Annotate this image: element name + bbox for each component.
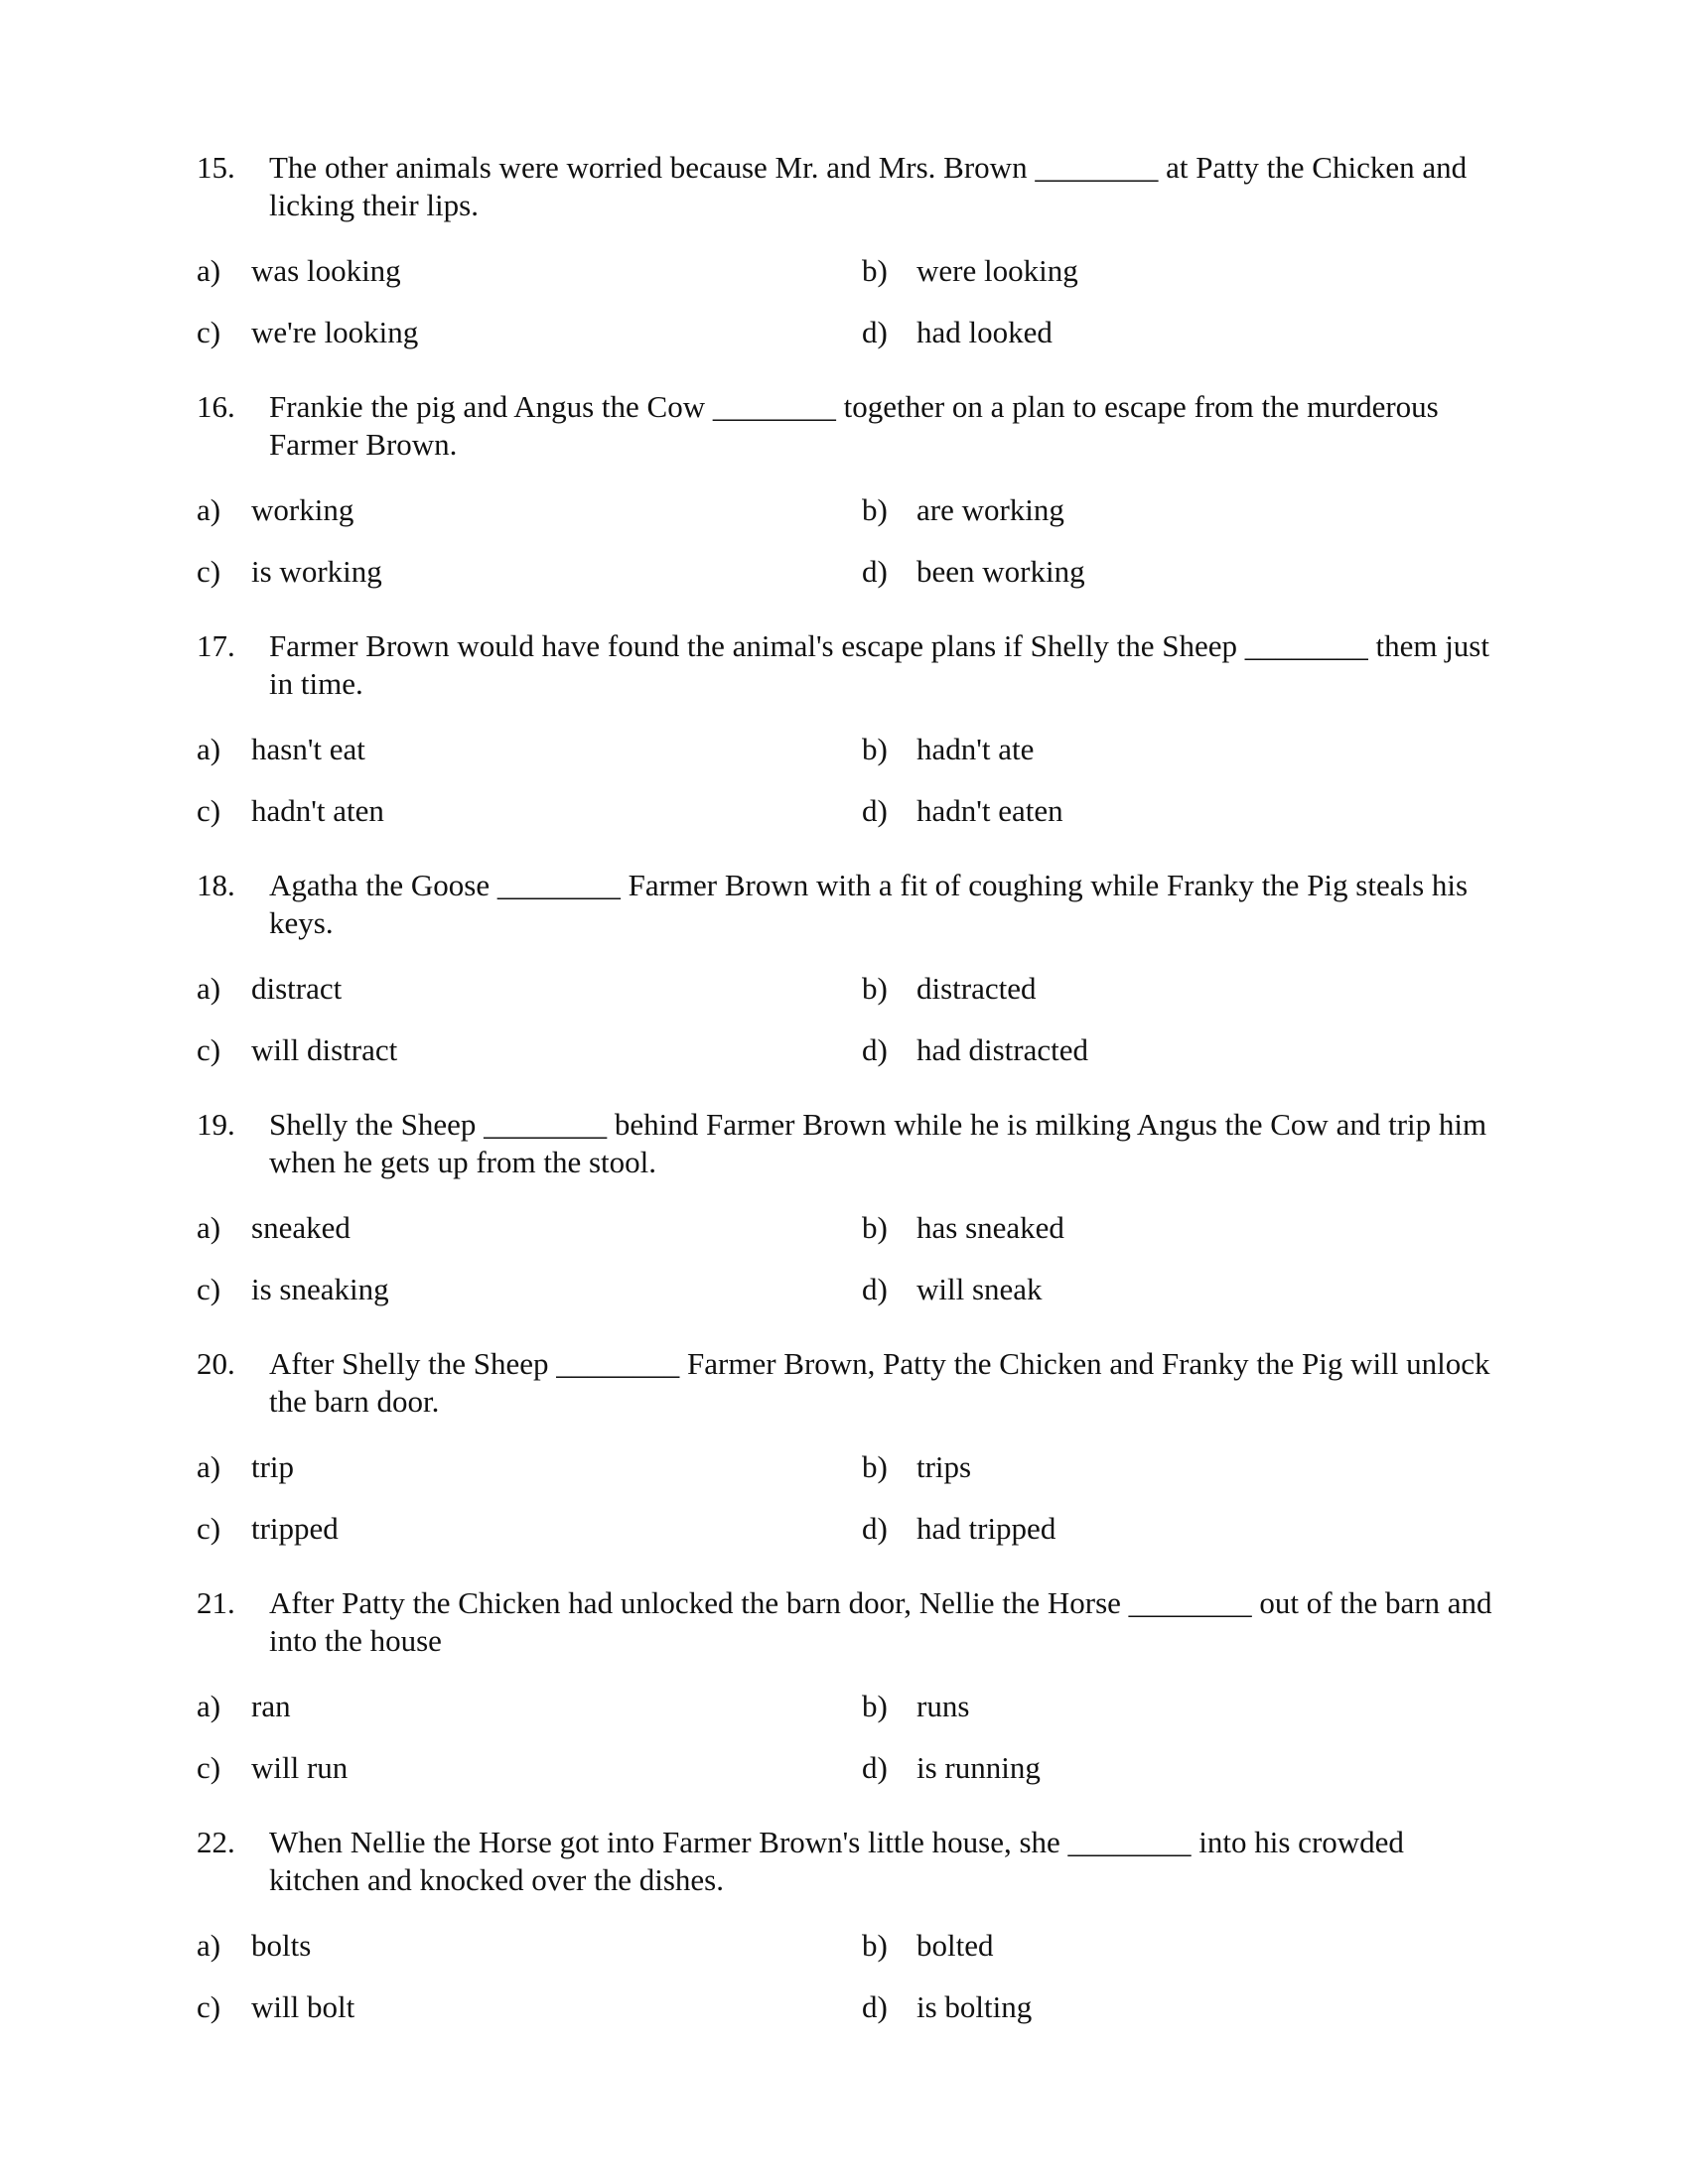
- option-letter: c): [197, 1032, 221, 1067]
- option-letter: d): [862, 1272, 888, 1306]
- question-17: [197, 627, 1517, 846]
- option-letter: b): [862, 1689, 888, 1723]
- option-letter: b): [862, 971, 888, 1006]
- option-letter: d): [862, 1989, 888, 2024]
- option-text: are working: [916, 492, 1064, 527]
- question-text: Farmer Brown would have found the animal's escape plans if Shelly the Sheep ________ them just in time.: [269, 628, 1489, 701]
- option-text: hadn't aten: [251, 793, 384, 828]
- question-text: After Shelly the Sheep ________ Farmer Brown, Patty the Chicken and Franky the Pig will unlock the barn door.: [269, 1346, 1490, 1419]
- option-text: bolted: [916, 1928, 994, 1963]
- option-letter: b): [862, 492, 888, 527]
- option-text: is bolting: [916, 1989, 1033, 2024]
- option-letter: d): [862, 554, 888, 589]
- question-18: [197, 867, 1517, 1085]
- question-15: [197, 149, 1517, 367]
- option-letter: b): [862, 732, 888, 766]
- option-letter: a): [197, 492, 221, 527]
- option-letter: c): [197, 1989, 221, 2024]
- option-text: is running: [916, 1750, 1041, 1785]
- option-text: ran: [251, 1689, 291, 1723]
- option-letter: a): [197, 971, 221, 1006]
- option-text: distracted: [916, 971, 1037, 1006]
- option-text: hasn't eat: [251, 732, 365, 766]
- option-text: will distract: [251, 1032, 398, 1067]
- option-text: hadn't ate: [916, 732, 1035, 766]
- option-letter: b): [862, 1449, 888, 1484]
- question-number: 16.: [197, 389, 235, 424]
- question-text: The other animals were worried because Mr. and Mrs. Brown ________ at Patty the Chicken and licking their lips.: [269, 150, 1468, 222]
- option-text: has sneaked: [916, 1210, 1064, 1245]
- option-text: sneaked: [251, 1210, 351, 1245]
- option-letter: d): [862, 1750, 888, 1785]
- question-text: Agatha the Goose ________ Farmer Brown with a fit of coughing while Franky the Pig steals his keys.: [269, 868, 1469, 940]
- option-text: hadn't eaten: [916, 793, 1063, 828]
- option-text: will run: [251, 1750, 349, 1785]
- option-letter: c): [197, 793, 221, 828]
- option-text: we're looking: [251, 315, 419, 349]
- option-text: had looked: [916, 315, 1053, 349]
- question-text: After Patty the Chicken had unlocked the barn door, Nellie the Horse ________ out of the barn and into the house: [269, 1585, 1492, 1658]
- question-22: [197, 1824, 1517, 2042]
- option-letter: a): [197, 1689, 221, 1723]
- option-letter: a): [197, 1928, 221, 1963]
- option-text: working: [251, 492, 354, 527]
- question-text: Frankie the pig and Angus the Cow ________ together on a plan to escape from the murderous Farmer Brown.: [269, 389, 1439, 462]
- option-letter: c): [197, 554, 221, 589]
- option-letter: d): [862, 1511, 888, 1546]
- option-text: will sneak: [916, 1272, 1043, 1306]
- question-number: 20.: [197, 1346, 235, 1381]
- question-number: 22.: [197, 1825, 235, 1859]
- question-number: 21.: [197, 1585, 235, 1620]
- option-letter: a): [197, 1449, 221, 1484]
- option-text: tripped: [251, 1511, 339, 1546]
- option-text: trips: [916, 1449, 972, 1484]
- option-letter: b): [862, 1928, 888, 1963]
- question-number: 19.: [197, 1107, 235, 1142]
- option-text: trip: [251, 1449, 295, 1484]
- option-text: were looking: [916, 253, 1078, 288]
- question-text: When Nellie the Horse got into Farmer Brown's little house, she ________ into his crowded kitchen and knocked over the dishes.: [269, 1825, 1404, 1897]
- question-16: [197, 388, 1517, 607]
- option-letter: b): [862, 253, 888, 288]
- question-20: [197, 1345, 1517, 1564]
- option-letter: a): [197, 253, 221, 288]
- option-letter: d): [862, 315, 888, 349]
- option-letter: c): [197, 1511, 221, 1546]
- option-letter: c): [197, 315, 221, 349]
- option-text: was looking: [251, 253, 401, 288]
- question-number: 18.: [197, 868, 235, 902]
- option-text: is sneaking: [251, 1272, 389, 1306]
- question-number: 17.: [197, 628, 235, 663]
- option-text: been working: [916, 554, 1085, 589]
- question-number: 15.: [197, 150, 235, 185]
- question-text: Shelly the Sheep ________ behind Farmer Brown while he is milking Angus the Cow and trip him when he gets up from the stool.: [269, 1107, 1487, 1179]
- option-text: bolts: [251, 1928, 312, 1963]
- option-letter: d): [862, 793, 888, 828]
- option-text: had distracted: [916, 1032, 1089, 1067]
- option-text: had tripped: [916, 1511, 1056, 1546]
- option-text: distract: [251, 971, 343, 1006]
- option-letter: a): [197, 732, 221, 766]
- option-letter: d): [862, 1032, 888, 1067]
- option-letter: c): [197, 1272, 221, 1306]
- question-19: [197, 1106, 1517, 1324]
- option-letter: a): [197, 1210, 221, 1245]
- option-text: will bolt: [251, 1989, 355, 2024]
- option-letter: c): [197, 1750, 221, 1785]
- question-21: [197, 1584, 1517, 1803]
- option-text: is working: [251, 554, 382, 589]
- option-text: runs: [916, 1689, 970, 1723]
- option-letter: b): [862, 1210, 888, 1245]
